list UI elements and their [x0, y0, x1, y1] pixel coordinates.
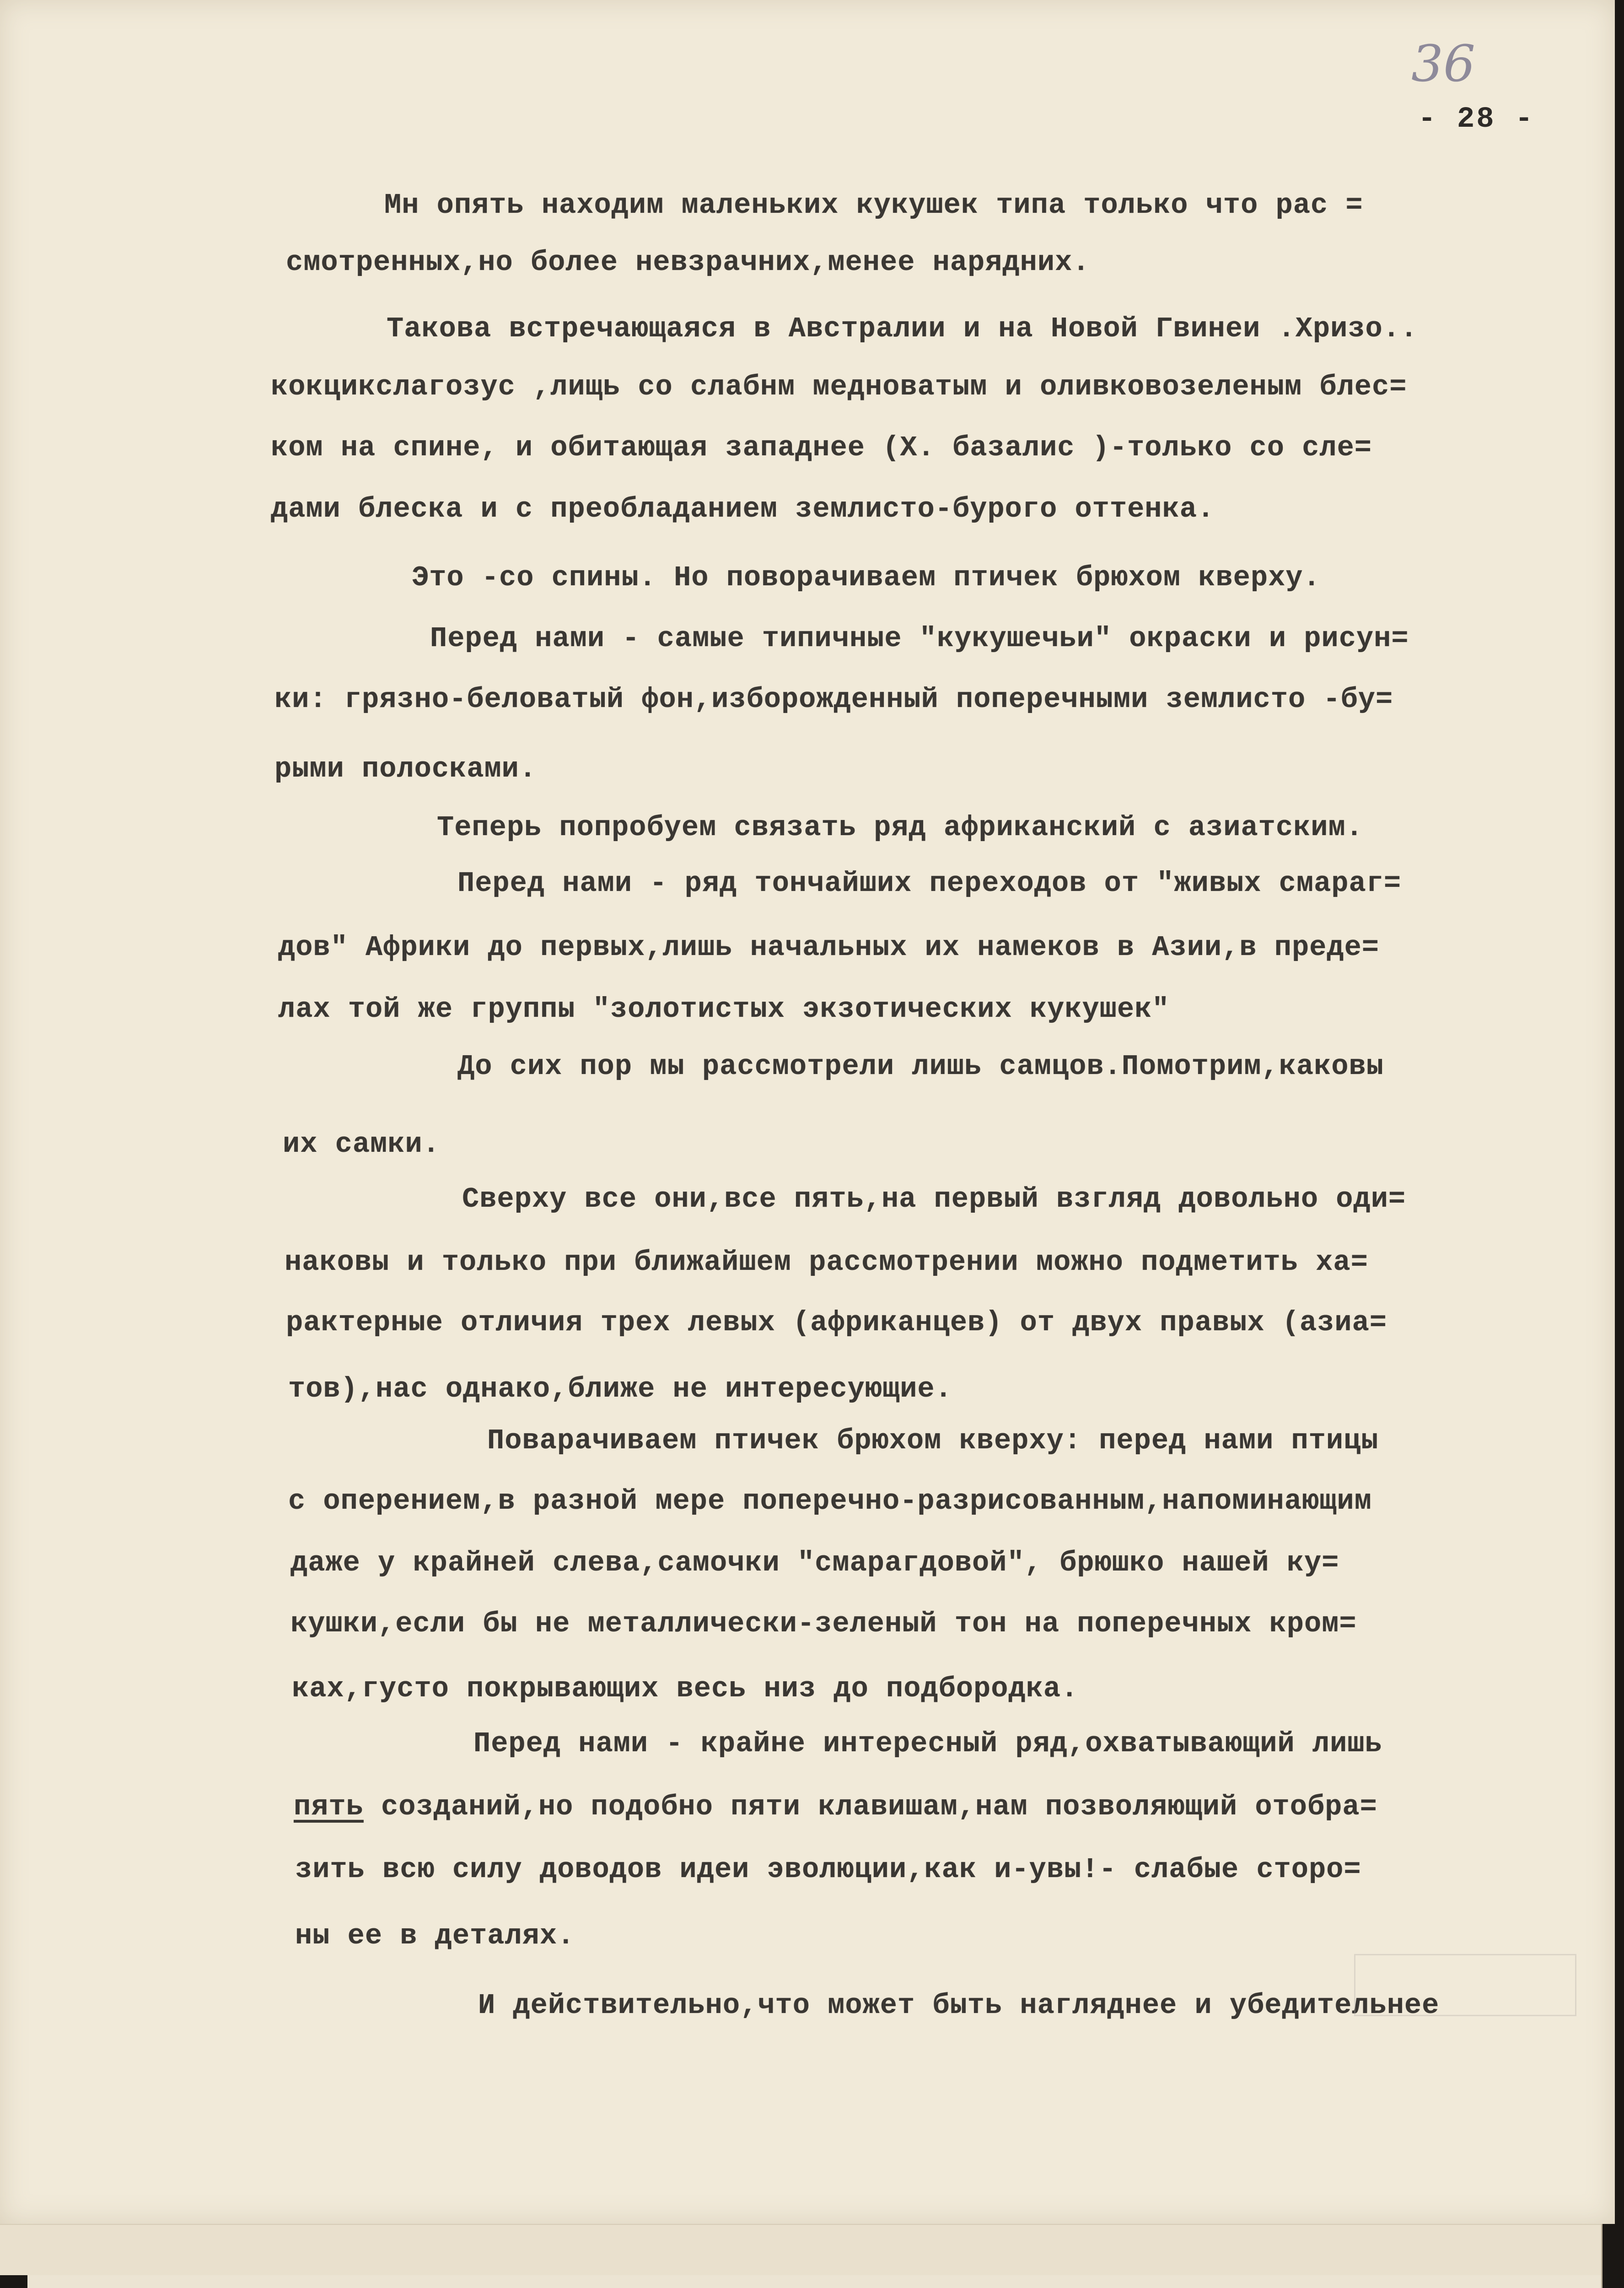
- faint-stamp: [1354, 1954, 1576, 2016]
- text-line: тов),нас однако,ближе не интересующие.: [288, 1373, 952, 1405]
- text-line: До сих пор мы рассмотрели лишь самцов.Помотрим,каковы: [457, 1050, 1384, 1083]
- text-line: Перед нами - самые типичные "кукушечьи" окраски и рисун=: [430, 622, 1409, 655]
- handwritten-folio-number: 36: [1411, 34, 1475, 93]
- text-line: Перед нами - ряд тончайших переходов от "живых смараг=: [457, 867, 1402, 900]
- text-line: кокцикслагозус ,лищь со слабнм медноватым и оливковозеленым блес=: [271, 371, 1407, 403]
- text-line: Перед нами - крайне интересный ряд,охватывающий лишь: [473, 1727, 1382, 1760]
- text-line: Такова встречающаяся в Австралии и на Новой Гвинеи .Хризо..: [387, 313, 1418, 345]
- text-line: ны ее в деталях.: [295, 1920, 575, 1952]
- text-line: наковы и только при ближайшем рассмотрении можно подметить ха=: [285, 1246, 1368, 1279]
- text-line: ком на спине, и обитающая западнее (Х. базалис )-только со сле=: [271, 432, 1372, 464]
- page-number: - 28 -: [1418, 103, 1535, 136]
- text-line: дами блеска и с преобладанием землисто-бурого оттенка.: [271, 493, 1215, 525]
- text-line: дов" Африки до первых,лишь начальных их намеков в Азии,в преде=: [278, 931, 1379, 964]
- text-line: Теперь попробуем связать ряд африканский с азиатским.: [437, 811, 1363, 844]
- text-line: ках,густо покрывающих весь низ до подбородка.: [292, 1673, 1079, 1705]
- text-line-with-underline: [294, 1793, 1377, 1821]
- text-line: зить всю силу доводов идеи эволюции,как и-увы!- слабые сторо=: [295, 1853, 1361, 1886]
- text-line: рыми полосками.: [274, 753, 537, 785]
- text-line: смотренных,но более невзрачних,менее нарядних.: [286, 246, 1090, 279]
- text-line: Поварачиваем птичек брюхом кверху: перед нами птицы: [487, 1425, 1379, 1457]
- text-line: Это -со спины. Но поворачиваем птичек брюхом кверху.: [412, 561, 1321, 594]
- text-line: И действительно,что может быть нагляднее и убедительнее: [478, 1989, 1440, 2022]
- page-bottom-edge: [0, 2224, 1601, 2275]
- text-line: Мн опять находим маленьких кукушек типа только что рас =: [384, 189, 1363, 221]
- text-line: Сверху все они,все пять,на первый взгляд довольно оди=: [462, 1183, 1406, 1215]
- text-line: с оперением,в разной мере поперечно-разрисованным,напоминающим: [288, 1485, 1372, 1517]
- text-line-rest: созданий,но подобно пяти клавишам,нам позволяющий отобра=: [381, 1791, 1377, 1823]
- text-line: рактерные отличия трех левых (африканцев) от двух правых (азиа=: [286, 1306, 1387, 1339]
- text-line: даже у крайней слева,самочки "смарагдовой", брюшко нашей ку=: [290, 1547, 1339, 1579]
- text-line: кушки,если бы не металлически-зеленый тон на поперечных кром=: [290, 1608, 1357, 1640]
- text-line: лах той же группы "золотистых экзотических кукушек": [278, 993, 1170, 1025]
- underlined-word: пять: [294, 1791, 364, 1823]
- text-line: ки: грязно-беловатый фон,изборожденный поперечными землисто -бу=: [274, 683, 1393, 716]
- text-line: их самки.: [283, 1128, 440, 1160]
